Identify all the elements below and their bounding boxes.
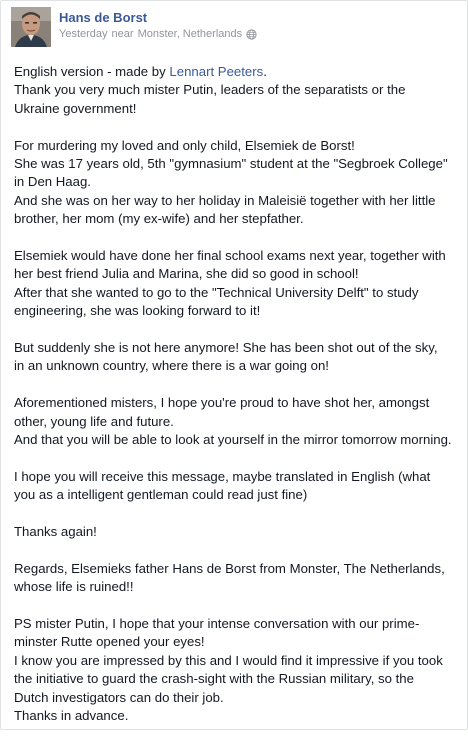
post-text-line <box>14 413 460 431</box>
post-text: Thanks again! <box>14 524 97 540</box>
post-paragraph <box>14 615 460 725</box>
post-text: Dutch investigators can do their job. <box>14 689 224 705</box>
avatar-photo-icon <box>11 7 51 47</box>
post-text-line <box>14 302 460 320</box>
post-text: After that she wanted to go to the "Technical University Delft" to study <box>14 284 419 300</box>
post-timestamp-link[interactable]: Yesterday <box>59 28 108 40</box>
post-text: I know you are impressed by this and I would find it impressive if you took <box>14 652 443 668</box>
post-header-text <box>59 7 257 42</box>
post-text-line <box>14 173 460 191</box>
post-paragraph <box>14 63 460 118</box>
post-text: brother, her mom (my ex-wife) and her stepfather. <box>14 211 304 227</box>
post-text: in Den Haag. <box>14 174 91 190</box>
post-text: And that you will be able to look at yourself in the mirror tomorrow morning. <box>14 432 452 448</box>
post-text: Ukraine government! <box>14 100 137 116</box>
post-text-line <box>14 670 460 688</box>
post-text: her best friend Julia and Marina, she did so good in school! <box>14 266 359 282</box>
post-paragraph <box>14 137 460 229</box>
post-text: whose life is ruined!! <box>14 579 134 595</box>
post-text: in an unknown country, where there is a war going on! <box>14 358 329 374</box>
post-text-line <box>14 155 460 173</box>
post-text: I hope you will receive this message, maybe translated in English (what <box>14 468 431 484</box>
post-text: you as a intelligent gentleman could read just fine) <box>14 487 308 503</box>
post-text: Thanks in advance. <box>14 708 129 724</box>
post-text: For murdering my loved and only child, Elsemiek de Borst! <box>14 137 355 153</box>
post-paragraph <box>14 523 460 541</box>
post-text-line <box>14 394 460 412</box>
post-text: English version - made by <box>14 64 170 79</box>
avatar[interactable] <box>11 7 51 47</box>
post-location-link[interactable]: Monster, Netherlands <box>137 28 243 40</box>
post-text-line <box>14 339 460 357</box>
post-text-line <box>14 615 460 633</box>
post-body <box>14 63 460 744</box>
post-text-line <box>14 523 460 541</box>
post-text-line <box>14 468 460 486</box>
post-text-line <box>14 652 460 670</box>
post-text-line <box>14 578 460 596</box>
post-text-line <box>14 560 460 578</box>
post-text-line <box>14 486 460 504</box>
post-text-line <box>14 707 460 725</box>
post-text-line <box>14 81 460 99</box>
post-text-line <box>14 247 460 265</box>
globe-icon[interactable] <box>246 29 257 40</box>
post-text: the initiative to guard the crash-sight with the Russian military, so the <box>14 671 414 687</box>
post-text-line <box>14 357 460 375</box>
post-text: PS mister Putin, I hope that your intense conversation with our prime- <box>14 616 420 632</box>
post-text-line <box>14 192 460 210</box>
profile-mention-link[interactable]: Lennart Peeters <box>169 64 264 79</box>
post-text: Regards, Elsemieks father Hans de Borst from Monster, The Netherlands, <box>14 560 445 576</box>
post-text-line <box>14 633 460 651</box>
post-text: Thank you very much mister Putin, leaders of the separatists or the <box>14 82 406 98</box>
post-paragraph <box>14 339 460 376</box>
post-text: engineering, she was looking forward to it! <box>14 303 261 319</box>
post-text: minster Rutte opened your eyes! <box>14 634 205 650</box>
post-text-line <box>14 284 460 302</box>
post-text: And she was on her way to her holiday in Maleisië together with her little <box>14 192 436 208</box>
post-text-line <box>14 63 460 81</box>
post-paragraph <box>14 468 460 505</box>
location-prefix: near <box>111 28 134 40</box>
post-text: other, young life and future. <box>14 413 174 429</box>
post-text: She was 17 years old, 5th "gymnasium" student at the "Segbroek College" <box>14 156 448 172</box>
post-text-line <box>14 689 460 707</box>
post-text-line <box>14 265 460 283</box>
post-text: Aforementioned misters, I hope you're proud to have shot her, amongst <box>14 395 430 411</box>
post-paragraph <box>14 247 460 321</box>
post-text: . <box>263 64 267 79</box>
post-text: Elsemiek would have done her final school exams next year, together with <box>14 248 446 264</box>
post-text-line <box>14 137 460 155</box>
post-meta <box>59 26 257 42</box>
post-text-line <box>14 431 460 449</box>
post-text: But suddenly she is not here anymore! She has been shot out of the sky, <box>14 340 438 356</box>
author-name-link[interactable]: Hans de Borst <box>59 10 148 25</box>
post-text-line <box>14 100 460 118</box>
post-paragraph <box>14 560 460 597</box>
post-paragraph <box>14 394 460 449</box>
post-header <box>11 7 257 49</box>
post-text-line <box>14 210 460 228</box>
